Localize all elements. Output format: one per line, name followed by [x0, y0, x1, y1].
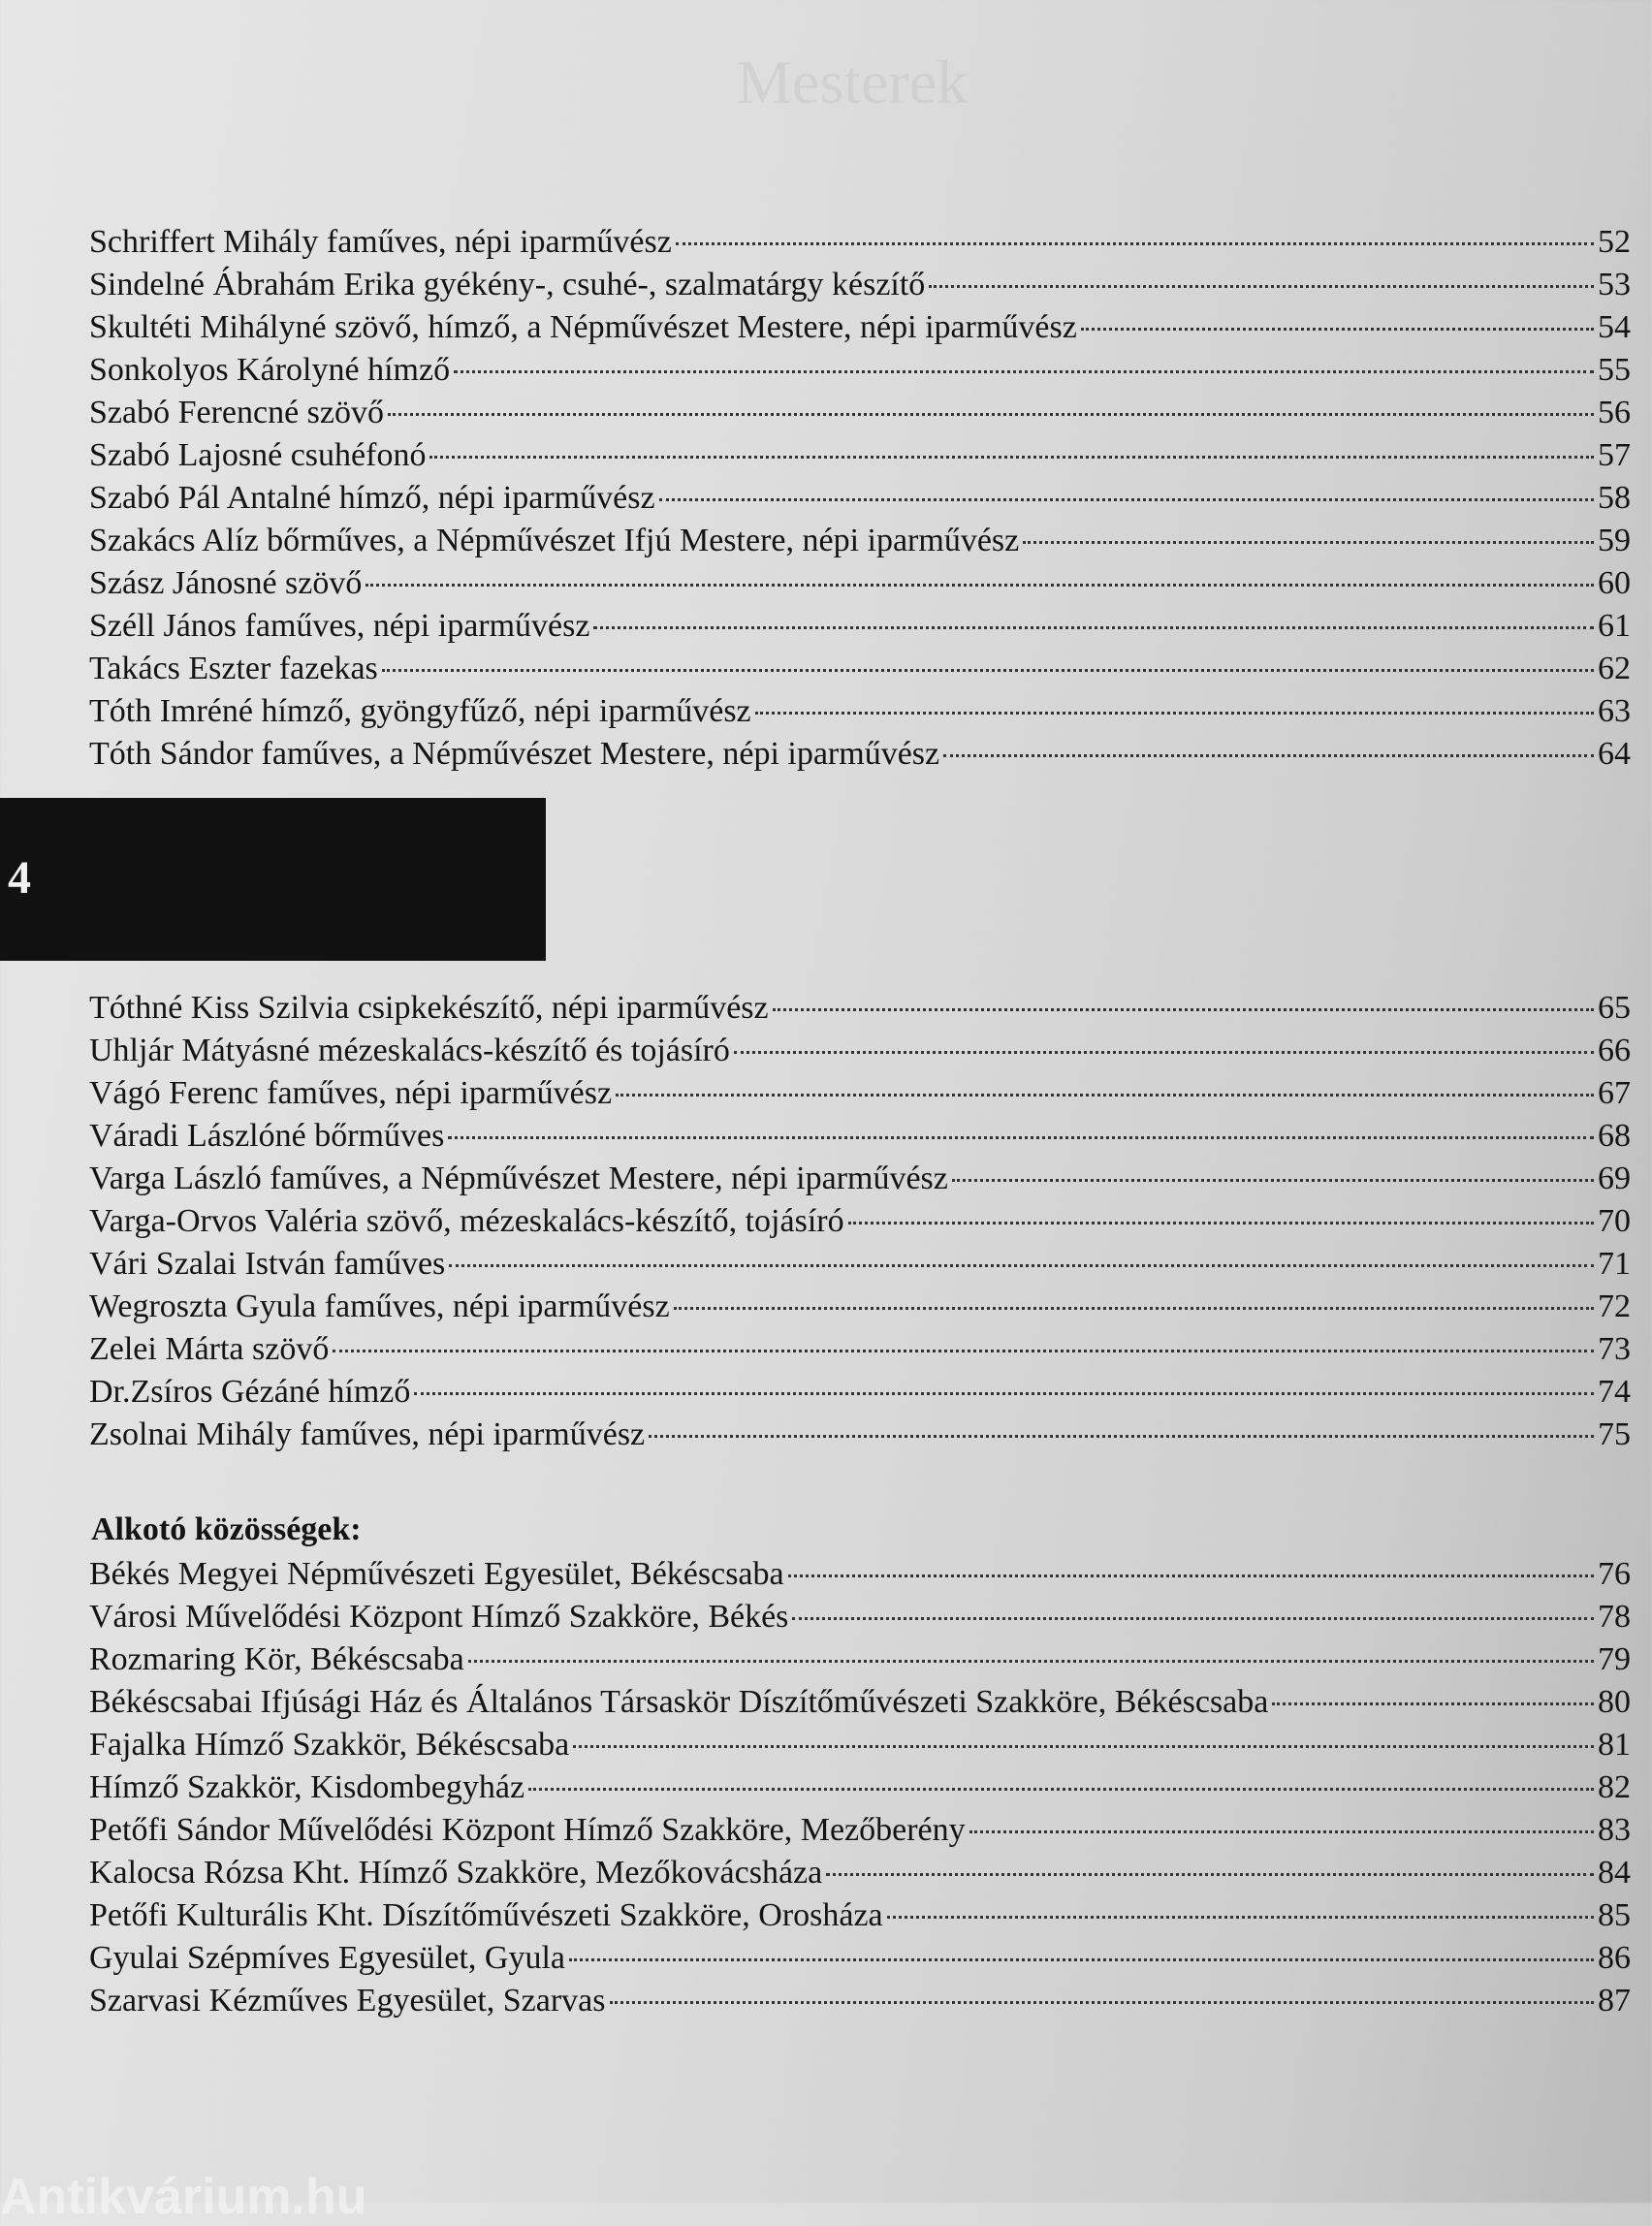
toc-entry	[89, 1596, 1631, 1638]
toc-entry-page: 65	[1598, 990, 1631, 1026]
toc-entry	[89, 1638, 1631, 1681]
dot-leader	[969, 1830, 1594, 1833]
dot-leader	[792, 1617, 1594, 1620]
toc-entry-page: 87	[1598, 1983, 1631, 2019]
toc-entry	[89, 605, 1631, 648]
dot-leader	[468, 1660, 1594, 1663]
toc-entry-title: Vári Szalai István faműves	[89, 1246, 446, 1282]
dot-leader	[382, 669, 1594, 672]
toc-entry-page: 72	[1598, 1288, 1631, 1324]
dot-leader	[333, 1350, 1594, 1352]
toc-entry	[89, 1200, 1631, 1243]
dot-leader	[448, 1136, 1594, 1139]
watermark-text: Antikvárium.hu	[0, 2169, 367, 2225]
toc-entry	[89, 1852, 1631, 1894]
toc-entry-page: 62	[1598, 651, 1631, 686]
toc-entry-title: Schriffert Mihály faműves, népi iparművész	[89, 224, 672, 260]
dot-leader	[365, 584, 1594, 587]
toc-entry-page: 58	[1598, 480, 1631, 516]
toc-entry-title: Hímző Szakkör, Kisdombegyház	[89, 1769, 525, 1805]
dot-leader	[1023, 541, 1594, 544]
dot-leader	[388, 413, 1594, 416]
toc-entry-page: 76	[1598, 1556, 1631, 1592]
toc-entry-page: 68	[1598, 1118, 1631, 1154]
toc-entry-title: Zsolnai Mihály faműves, népi iparművész	[89, 1416, 646, 1452]
toc-entry-title: Tóth Sándor faműves, a Népművészet Mestere, népi iparművész	[89, 736, 940, 772]
toc-entry	[89, 733, 1631, 776]
toc-entry	[89, 1724, 1631, 1766]
dot-leader	[887, 1916, 1594, 1919]
toc-entry-page: 64	[1598, 736, 1631, 772]
dot-leader	[454, 370, 1594, 373]
dot-leader	[848, 1222, 1594, 1224]
toc-entry-page: 73	[1598, 1331, 1631, 1367]
toc-entry-page: 56	[1598, 395, 1631, 430]
dot-leader	[734, 1051, 1594, 1054]
toc-entry	[89, 1072, 1631, 1115]
toc-entry-title: Tóth Imréné hímző, gyöngyfűző, népi iparművész	[89, 693, 751, 729]
dot-leader	[573, 1745, 1594, 1748]
toc-entry	[89, 1809, 1631, 1852]
dot-leader	[610, 2001, 1595, 2004]
toc-entry	[89, 349, 1631, 392]
toc-entry	[89, 690, 1631, 733]
toc-entry-title: Békéscsabai Ifjúsági Ház és Általános Társaskör Díszítőművészeti Szakköre, Békéscsaba	[89, 1684, 1269, 1720]
toc-entry-page: 79	[1598, 1641, 1631, 1677]
toc-entry	[89, 1371, 1631, 1414]
toc-entry	[89, 392, 1631, 434]
toc-entry-title: Skultéti Mihályné szövő, hímző, a Népművészet Mestere, népi iparművész	[89, 309, 1077, 345]
toc-entry	[89, 264, 1631, 306]
toc-entry-page: 78	[1598, 1599, 1631, 1635]
dot-leader	[659, 498, 1594, 501]
toc-entry-title: Rozmaring Kör, Békéscsaba	[89, 1641, 464, 1677]
toc-entry-title: Váradi Lászlóné bőrműves	[89, 1118, 445, 1154]
toc-entry-page: 71	[1598, 1246, 1631, 1282]
toc-entry	[89, 648, 1631, 690]
page-number-bar	[0, 798, 546, 961]
toc-entry-page: 60	[1598, 565, 1631, 601]
toc-entry	[89, 1243, 1631, 1286]
toc-entry-title: Szarvasi Kézműves Egyesület, Szarvas	[89, 1983, 606, 2019]
dot-leader	[616, 1094, 1594, 1097]
toc-entry-page: 66	[1598, 1033, 1631, 1068]
dot-leader	[414, 1392, 1594, 1395]
toc-entry-page: 74	[1598, 1374, 1631, 1410]
dot-leader	[593, 626, 1594, 629]
toc-entry-title: Szakács Alíz bőrműves, a Népművészet Ifjú Mestere, népi iparművész	[89, 523, 1020, 558]
toc-entry-page: 69	[1598, 1161, 1631, 1196]
toc-entry-title: Szabó Lajosné csuhéfonó	[89, 437, 427, 473]
dot-leader	[755, 712, 1594, 715]
toc-entry-page: 59	[1598, 523, 1631, 558]
dot-leader	[1272, 1702, 1594, 1705]
toc-entry-page: 75	[1598, 1416, 1631, 1452]
toc-entry-title: Szabó Ferencné szövő	[89, 395, 385, 430]
toc-entry-page: 55	[1598, 352, 1631, 388]
toc-entry	[89, 1030, 1631, 1072]
toc-entry-title: Kalocsa Rózsa Kht. Hímző Szakköre, Mezőkovácsháza	[89, 1855, 823, 1891]
toc-entry-title: Fajalka Hímző Szakkör, Békéscsaba	[89, 1727, 570, 1763]
toc-entry-page: 61	[1598, 608, 1631, 644]
toc-entry-title: Széll János faműves, népi iparművész	[89, 608, 590, 644]
toc-entry-title: Városi Művelődési Központ Hímző Szakköre, Békés	[89, 1599, 789, 1635]
toc-entry-title: Szabó Pál Antalné hímző, népi iparművész	[89, 480, 655, 516]
dot-leader	[528, 1788, 1594, 1791]
toc-entry-page: 70	[1598, 1203, 1631, 1239]
toc-entry-title: Uhljár Mátyásné mézeskalács-készítő és tojásíró	[89, 1033, 730, 1068]
toc-entry-title: Gyulai Szépmíves Egyesület, Gyula	[89, 1940, 566, 1976]
toc-entry	[89, 1980, 1631, 2022]
dot-leader	[943, 754, 1594, 757]
toc-entry	[89, 1328, 1631, 1371]
ghost-header-text: Mesterek	[737, 48, 969, 116]
toc-entry-page: 83	[1598, 1812, 1631, 1848]
toc-entry-page: 86	[1598, 1940, 1631, 1976]
toc-entry-title: Zelei Márta szövő	[89, 1331, 330, 1367]
toc-entry-title: Petőfi Sándor Művelődési Központ Hímző Szakköre, Mezőberény	[89, 1812, 966, 1848]
toc-entry-page: 82	[1598, 1769, 1631, 1805]
toc-entry-page: 54	[1598, 309, 1631, 345]
toc-entry	[89, 987, 1631, 1030]
dot-leader	[773, 1008, 1594, 1011]
toc-entry	[89, 477, 1631, 520]
toc-entry	[89, 1414, 1631, 1456]
toc-entry	[89, 1681, 1631, 1724]
toc-entry	[89, 1286, 1631, 1328]
toc-entry	[89, 1553, 1631, 1596]
toc-entry-title: Petőfi Kulturális Kht. Díszítőművészeti Szakköre, Orosháza	[89, 1897, 883, 1933]
toc-entry-page: 81	[1598, 1727, 1631, 1763]
toc-entry-title: Sonkolyos Károlyné hímző	[89, 352, 451, 388]
toc-entry	[89, 434, 1631, 477]
toc-entry-title: Szász Jánosné szövő	[89, 565, 363, 601]
dot-leader	[649, 1435, 1594, 1438]
toc-list-communities	[89, 1510, 1631, 2022]
toc-entry-page: 53	[1598, 267, 1631, 302]
toc-list-top	[89, 221, 1631, 776]
toc-entry-title: Tóthné Kiss Szilvia csipkekészítő, népi iparművész	[89, 990, 769, 1026]
toc-entry-title: Takács Eszter fazekas	[89, 651, 378, 686]
toc-entry-title: Varga-Orvos Valéria szövő, mézeskalács-készítő, tojásíró	[89, 1203, 844, 1239]
toc-entry	[89, 562, 1631, 605]
dot-leader	[929, 285, 1594, 288]
toc-entry	[89, 306, 1631, 349]
dot-leader	[788, 1574, 1594, 1577]
dot-leader	[449, 1264, 1594, 1267]
toc-entry-title: Békés Megyei Népművészeti Egyesület, Békéscsaba	[89, 1556, 784, 1592]
toc-entry-page: 84	[1598, 1855, 1631, 1891]
dot-leader	[429, 456, 1594, 459]
toc-entry-title: Varga László faműves, a Népművészet Mestere, népi iparművész	[89, 1161, 948, 1196]
dot-leader	[826, 1873, 1594, 1876]
toc-entry-title: Dr.Zsíros Gézáné hímző	[89, 1374, 411, 1410]
dot-leader	[676, 242, 1594, 245]
dot-leader	[952, 1179, 1594, 1182]
toc-entry	[89, 520, 1631, 562]
toc-entry-page: 85	[1598, 1897, 1631, 1933]
toc-entry-title: Vágó Ferenc faműves, népi iparművész	[89, 1075, 613, 1111]
toc-entry-page: 57	[1598, 437, 1631, 473]
toc-entry	[89, 1158, 1631, 1200]
communities-heading: Alkotó közösségek:	[91, 1511, 362, 1547]
toc-entry-page: 80	[1598, 1684, 1631, 1720]
toc-entry-title: Wegroszta Gyula faműves, népi iparművész	[89, 1288, 670, 1324]
page-number: 4	[8, 852, 31, 904]
toc-list-middle	[89, 987, 1631, 1456]
toc-entry	[89, 1894, 1631, 1937]
toc-entry	[89, 1115, 1631, 1158]
toc-entry	[89, 221, 1631, 264]
dot-leader	[674, 1307, 1594, 1310]
toc-entry-page: 52	[1598, 224, 1631, 260]
toc-entry-title: Sindelné Ábrahám Erika gyékény-, csuhé-, szalmatárgy készítő	[89, 267, 926, 302]
toc-entry-page: 67	[1598, 1075, 1631, 1111]
dot-leader	[569, 1958, 1594, 1961]
toc-entry-page: 63	[1598, 693, 1631, 729]
dot-leader	[1081, 328, 1594, 331]
toc-entry	[89, 1937, 1631, 1980]
toc-entry	[89, 1766, 1631, 1809]
